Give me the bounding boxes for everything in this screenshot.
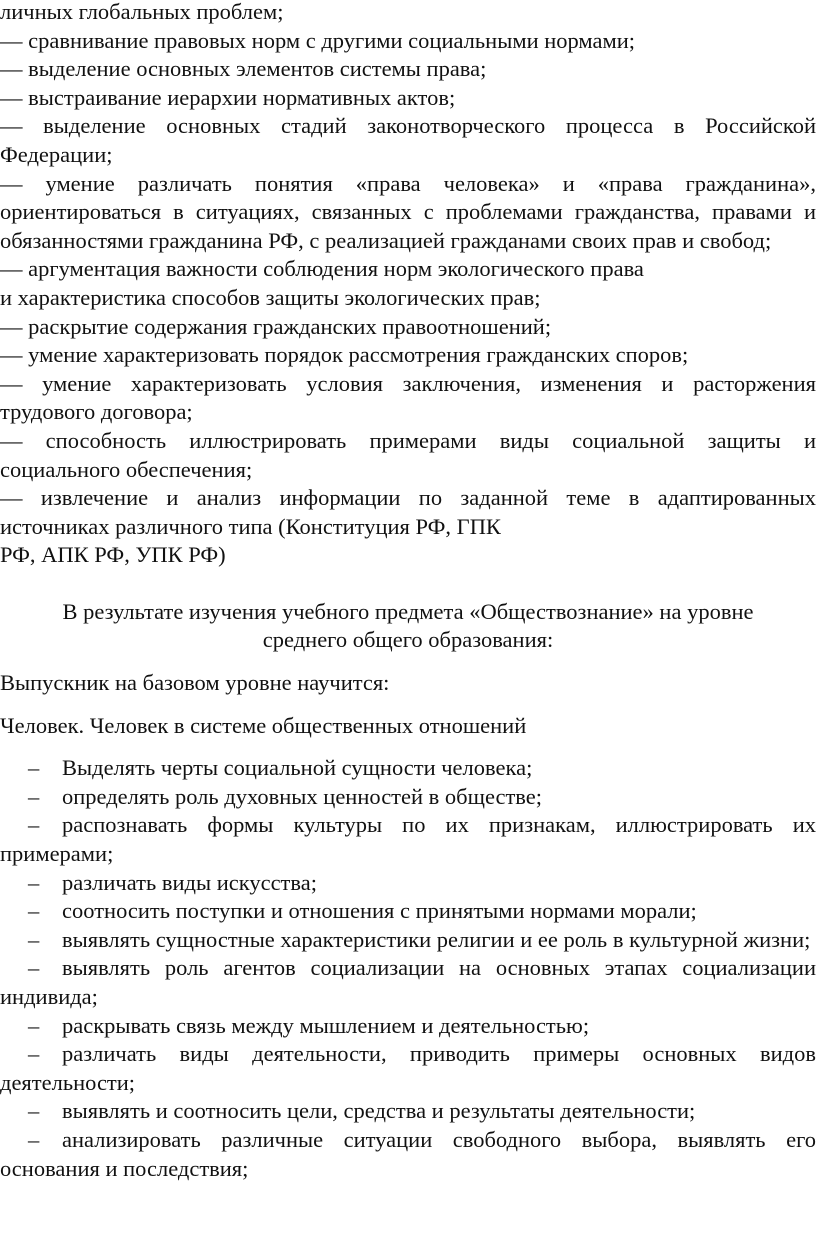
dash-bullet: – [28, 755, 40, 781]
graduate-line: Выпускник на базовом уровне научится: [0, 670, 390, 696]
list-item [0, 869, 816, 898]
list-item [0, 1126, 816, 1183]
spacer [0, 698, 816, 712]
list-item: — умение характеризовать порядок рассмотрения гражданских споров; [0, 342, 689, 368]
list-item-text: Выделять черты социальной сущности человека; [62, 755, 533, 781]
dash-bullet: – [28, 955, 40, 981]
result-heading: В результате изучения учебного предмета «Обществознание» на уровне среднего общего образования: [62, 598, 754, 653]
dash-bullet: – [28, 926, 40, 952]
list-item: — извлечение и анализ информации по заданной теме в адаптированных источниках различного типа (Конституция РФ, ГПК [0, 485, 816, 539]
list-item [0, 1040, 816, 1097]
list-item-text: различать виды искусства; [62, 869, 317, 895]
dash-bullet: – [28, 1126, 40, 1152]
list-item: — сравнивание правовых норм с другими социальными нормами; [0, 27, 636, 53]
list-item-text: соотносить поступки и отношения с принятыми нормами морали; [62, 898, 697, 924]
list-item-text: определять роль духовных ценностей в обществе; [62, 783, 543, 809]
list-item: — раскрытие содержания гражданских правоотношений; [0, 313, 552, 339]
list-item-text: выявлять сущностные характеристики религии и ее роль в культурной жизни; [62, 926, 811, 952]
list-item [0, 754, 816, 783]
list-item-continuation: и характеристика способов защиты экологических прав; [0, 284, 541, 310]
list-item-text: распознавать формы культуры по их признакам, иллюстрировать их примерами; [0, 812, 816, 867]
list-item: — выстраивание иерархии нормативных актов; [0, 84, 456, 110]
list-item: — выделение основных элементов системы права; [0, 56, 487, 82]
spacer [0, 655, 816, 669]
dash-bullet: – [28, 898, 40, 924]
skills-list [0, 754, 816, 1183]
dash-bullet: – [28, 1012, 40, 1038]
list-item: — умение различать понятия «права человека» и «права гражданина», ориентироваться в ситуациях, связанных с проблемами гражданства, правами и обязанностями гражданина РФ, с реализацией гражданами своих прав и свобод; [0, 170, 816, 253]
spacer [0, 740, 816, 754]
list-item [0, 811, 816, 868]
dash-bullet: – [28, 1098, 40, 1124]
list-item-text: различать виды деятельности, приводить примеры основных видов деятельности; [0, 1041, 816, 1095]
list-item [0, 897, 816, 926]
list-item: — выделение основных стадий законотворческого процесса в Российской Федерации; [0, 113, 816, 167]
list-item: — умение характеризовать условия заключения, изменения и расторжения трудового договора; [0, 370, 816, 425]
list-item-text: выявлять и соотносить цели, средства и результаты деятельности; [62, 1098, 696, 1124]
list-item-continuation: РФ, АПК РФ, УПК РФ) [0, 542, 226, 568]
list-item [0, 954, 816, 1011]
dash-bullet: – [28, 812, 40, 838]
section-title: Человек. Человек в системе общественных отношений [0, 712, 527, 738]
list-item-text: раскрывать связь между мышлением и деятельностью; [62, 1012, 590, 1038]
list-item [0, 926, 816, 955]
dash-bullet: – [28, 783, 40, 809]
list-item [0, 1097, 816, 1126]
list-item: личных глобальных проблем; [0, 0, 284, 24]
list-item: — аргументация важности соблюдения норм экологического права [0, 256, 644, 282]
dash-bullet: – [28, 1041, 40, 1067]
list-item-text: выявлять роль агентов социализации на основных этапах социализации индивида; [0, 955, 816, 1009]
list-item [0, 1012, 816, 1041]
list-item [0, 783, 816, 812]
dash-bullet: – [28, 869, 40, 895]
list-item-text: анализировать различные ситуации свободного выбора, выявлять его основания и последствия; [0, 1126, 816, 1181]
spacer [0, 570, 816, 598]
list-item: — способность иллюстрировать примерами виды социальной защиты и социального обеспечения; [0, 427, 816, 482]
